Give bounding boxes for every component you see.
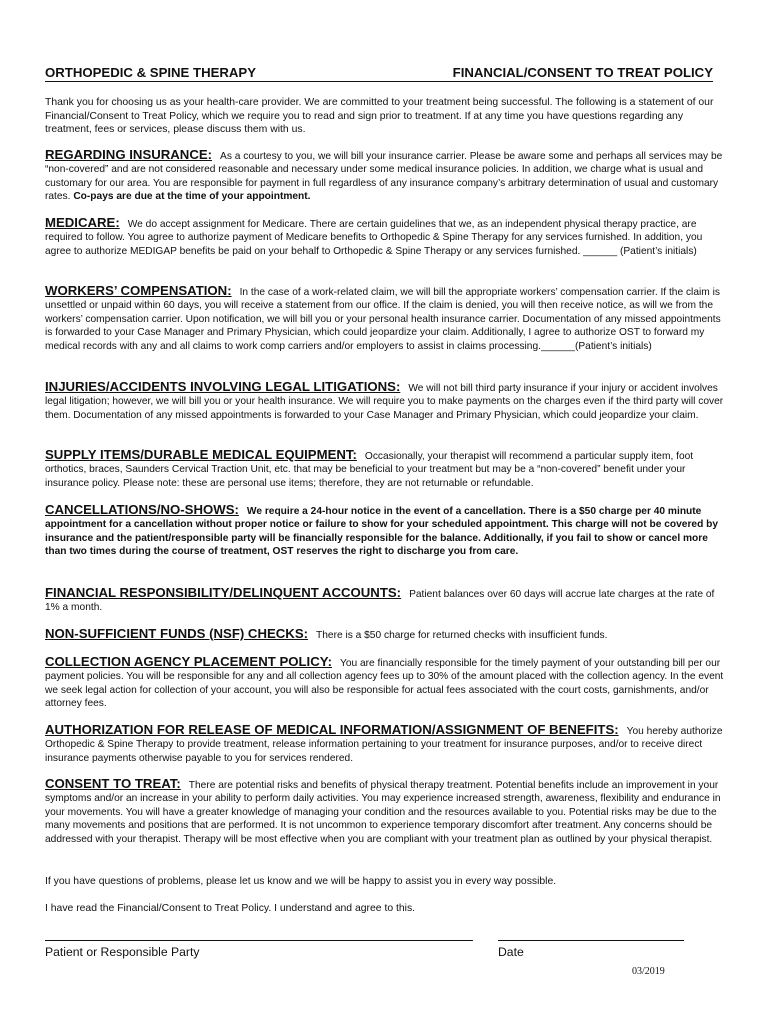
intro-paragraph: Thank you for choosing us as your health-care provider. We are committed to your treatment being successful. The following is a statement of our Financial/Consent to Treat Policy, which we require you to read and sign prior to treatment. If at any time you have questions regarding any treatment, fees or services, please discuss them with us. [45, 97, 714, 136]
section-body: Occasionally, your therapist will recommend a particular supply item, foot orthotics, braces, Saunders Cervical Traction Unit, etc. that may be beneficial to your treatment but may be a “non-covered” benefit under your insurance policy. Please note: these are personal use items; therefore, they are not returnable or refundable. [45, 451, 694, 489]
section-financial-responsibility [45, 586, 725, 615]
section-medicare [45, 216, 725, 258]
section-body: You hereby authorize Orthopedic & Spine Therapy to provide treatment, release information pertaining to your treatment for insurance purposes, and/or to receive direct insurance payments otherwise payable to you for services rendered. [45, 726, 723, 764]
document-header [45, 62, 713, 82]
section-body: Patient balances over 60 days will accrue late charges at the rate of 1% a month. [45, 589, 715, 614]
policy-title: FINANCIAL/CONSENT TO TREAT POLICY [452, 65, 713, 80]
section-emphasis: Co-pays are due at the time of your appointment. [73, 191, 311, 203]
section-heading: WORKERS’ COMPENSATION: [45, 283, 232, 298]
section-injuries-accidents [45, 380, 725, 422]
section-heading: FINANCIAL RESPONSIBILITY/DELINQUENT ACCOUNTS: [45, 585, 402, 600]
practice-name: ORTHOPEDIC & SPINE THERAPY [45, 65, 257, 80]
revision-date: 03/2019 [632, 966, 665, 977]
section-heading: CONSENT TO TREAT: [45, 776, 181, 791]
section-body: We do accept assignment for Medicare. There are certain guidelines that we, as an independent physical therapy practice, are required to follow. You agree to authorize payment of Medicare benefits to Orthopedic & Spine Therapy for any services furnished. In addition, you agree to authorize MEDIGAP benefits be paid on your behalf to Orthopedic & Spine Therapy or any services furnished. ______ (Patient’s initials) [45, 219, 703, 257]
date-signature-line[interactable] [498, 940, 684, 941]
section-insurance [45, 148, 725, 204]
section-body: As a courtesy to you, we will bill your insurance carrier. Please be aware some and perhaps all services may be “non-covered” and are not considered reasonable and necessary under some medical insurance policies. In addition, we charge what is usual and customary for our area. You are responsible for payment in full regardless of any insurance company’s arbitrary determination of usual and customary rates. [45, 151, 723, 203]
section-consent-to-treat [45, 777, 725, 846]
patient-signature-line[interactable] [45, 940, 473, 941]
section-authorization [45, 723, 725, 765]
section-heading: REGARDING INSURANCE: [45, 147, 213, 162]
section-heading: CANCELLATIONS/NO-SHOWS: [45, 502, 239, 517]
questions-note: If you have questions of problems, please let us know and we will be happy to assist you in every way possible. [45, 876, 557, 887]
section-body: You are financially responsible for the timely payment of your outstanding bill per our payment policies. You will be responsible for any and all collection agency fees up to 30% of the amount placed with the collection agency. In the event we seek legal action for collection of your account, you will also be responsible for actual fees associated with the court costs, garnishments, and/or attorney fees. [45, 658, 724, 710]
section-workers-compensation [45, 284, 725, 353]
section-collection-agency [45, 655, 725, 711]
section-body: We will not bill third party insurance if your injury or accident involves legal litigation; however, we will bill you or your health insurance. We will require you to make payments on the charges even if the third party will cover them. Documentation of any missed appointments is forwarded to your Case Manager and Primary Physician, which could jeopardize your claim. [45, 383, 724, 421]
section-body: In the case of a work-related claim, we will bill the appropriate workers’ compensation carrier. If the claim is unsettled or unpaid within 60 days, you will receive a statement from our office. If the claim is denied, you will then receive notice, as will we from the workers’ compensation carrier. Upon notification, we will bill you or your personal health insurance carrier. Documentation of any missed appointments is forwarded to your Case Manager and Primary Physician, which could jeopardize your claim. Additionally, I agree to authorize OST to forward my medical records with any and all claims to work comp carriers and/or employers to assist in claims processing.______(Patient’s initials) [45, 287, 721, 352]
section-body: There is a $50 charge for returned checks with insufficient funds. [316, 630, 608, 641]
acknowledgement-statement: I have read the Financial/Consent to Treat Policy. I understand and agree to this. [45, 903, 416, 914]
section-heading: MEDICARE: [45, 215, 120, 230]
section-heading: SUPPLY ITEMS/DURABLE MEDICAL EQUIPMENT: [45, 447, 357, 462]
section-heading: AUTHORIZATION FOR RELEASE OF MEDICAL INFORMATION/ASSIGNMENT OF BENEFITS: [45, 722, 619, 737]
section-nsf-checks [45, 627, 725, 642]
section-emphasis: We require a 24-hour notice in the event of a cancellation. There is a $50 charge per 40 minute appointment for a cancellation without proper notice or failure to show for your scheduled appointment. This charge will not be covered by insurance and the patient/responsible party will be financially responsible for the balance. Additionally, if you fail to show or cancel more than two times during the course of treatment, OST reserves the right to discharge you from care. [45, 506, 719, 558]
date-label: Date [498, 945, 524, 959]
section-heading: NON-SUFFICIENT FUNDS (NSF) CHECKS: [45, 626, 309, 641]
section-heading: INJURIES/ACCIDENTS INVOLVING LEGAL LITIGATIONS: [45, 379, 401, 394]
patient-signature-label: Patient or Responsible Party [45, 945, 200, 959]
section-body: There are potential risks and benefits of physical therapy treatment. Potential benefits include an improvement in your symptoms and/or an increase in your ability to perform daily activities. You may experience increased strength, awareness, flexibility and endurance in your movements. You will have a greater knowledge of managing your condition and the resources available to you. Potential risks may be due to the many movements and positions that are performed. It is not uncommon to experience temporary discomfort after treatment. Any concerns should be addressed with your therapist. Therapy will be most effective when you are compliant with your treatment plan as outlined by your physical therapist. [45, 780, 721, 845]
section-heading: COLLECTION AGENCY PLACEMENT POLICY: [45, 654, 332, 669]
section-cancellations [45, 503, 725, 559]
section-supply-items [45, 448, 725, 490]
